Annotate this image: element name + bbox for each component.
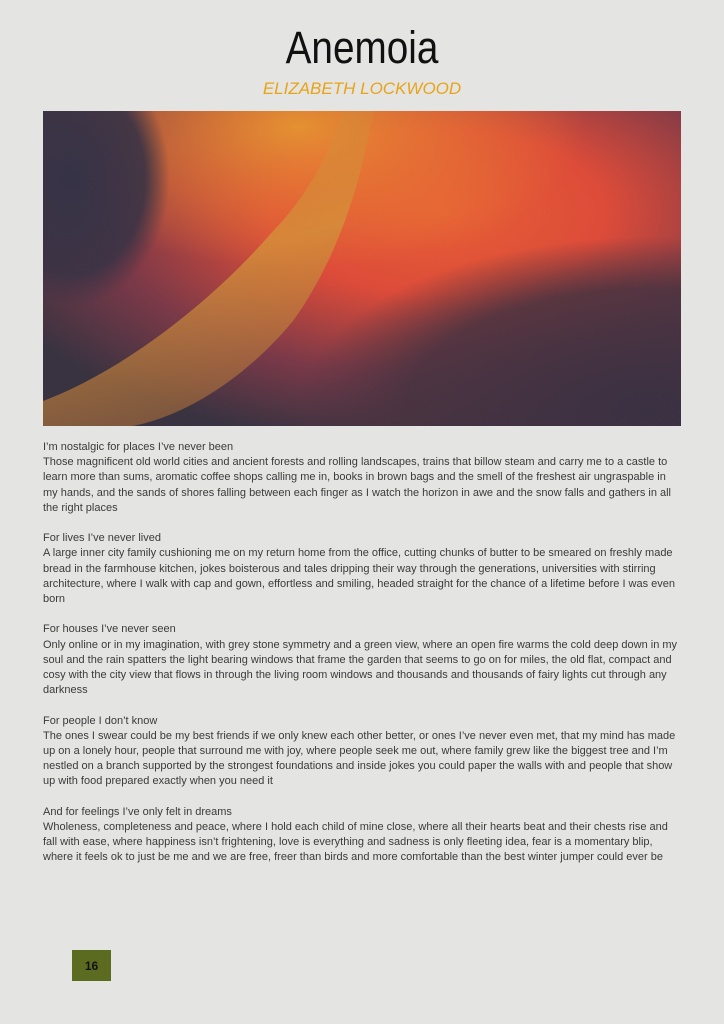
stanza-body: The ones I swear could be my best friends if we only knew each other better, or ones I’ve never even met, that my mind has made up on a lonely hour, people that surround me with joy, where people seek me out, where family grew like the biggest tree and I’m nestled on a branch supported by the strongest foundations and inside jokes you could paper the walls with and people that show up with food prepared exactly when you need it bbox=[43, 729, 676, 788]
stanza bbox=[43, 622, 683, 698]
stanza-heading: I’m nostalgic for places I’ve never been bbox=[43, 441, 234, 453]
page-number-badge: 16 bbox=[72, 950, 111, 981]
abstract-gradient-image bbox=[43, 111, 681, 426]
stanza-body: Wholeness, completeness and peace, where I hold each child of mine close, where all their hearts beat and their chests rise and fall with ease, where happiness isn’t frightening, love is everything and sadness is only fleeting idea, fear is a momentary blip, where it feels ok to just be me and we are free, freer than birds and more comfortable than the best winter jumper could ever be bbox=[43, 821, 668, 864]
stanza-heading: For people I don’t know bbox=[43, 714, 158, 727]
stanza-heading: And for feelings I’ve only felt in dreams bbox=[43, 805, 232, 818]
stanza-body: A large inner city family cushioning me on my return home from the office, cutting chunks of butter to be smeared on freshly made bread in the farmhouse kitchen, jokes boisterous and tales dripping their way through the generations, universities with stirring architecture, where I walk with cap and gown, effortless and smiling, headed straight for the chance of a lifetime before I was even born bbox=[43, 547, 676, 606]
poem-body bbox=[43, 440, 683, 881]
stanza bbox=[43, 440, 683, 516]
author-name: ELIZABETH LOCKWOOD bbox=[262, 79, 462, 98]
stanza-body: Only online or in my imagination, with grey stone symmetry and a green view, where an open fire warms the cold deep down in my soul and the rain spatters the light bearing windows that frame the garden that seems to go on for miles, the old flat, compact and cosy with the city view that flows in through the living room windows and thousands and thousands of fairy lights cut through any darkness bbox=[43, 638, 678, 697]
stanza-heading: For houses I’ve never seen bbox=[43, 623, 176, 636]
poem-title: Anemoia bbox=[285, 22, 439, 73]
stanza bbox=[43, 714, 683, 790]
stanza bbox=[43, 531, 683, 607]
stanza-body: Those magnificent old world cities and ancient forests and rolling landscapes, trains that billow steam and carry me to a castle to learn more than sums, aromatic coffee shops calling me in, books in brown bags and the smell of the freshest air ungraspable in my hands, and the sands of shores falling between each finger as I watch the horizon in awe and the snow falls and gathers in all the right places bbox=[43, 456, 671, 514]
stanza bbox=[43, 805, 683, 866]
gradient-artwork bbox=[43, 111, 681, 426]
stanza-heading: For lives I’ve never lived bbox=[43, 532, 161, 545]
